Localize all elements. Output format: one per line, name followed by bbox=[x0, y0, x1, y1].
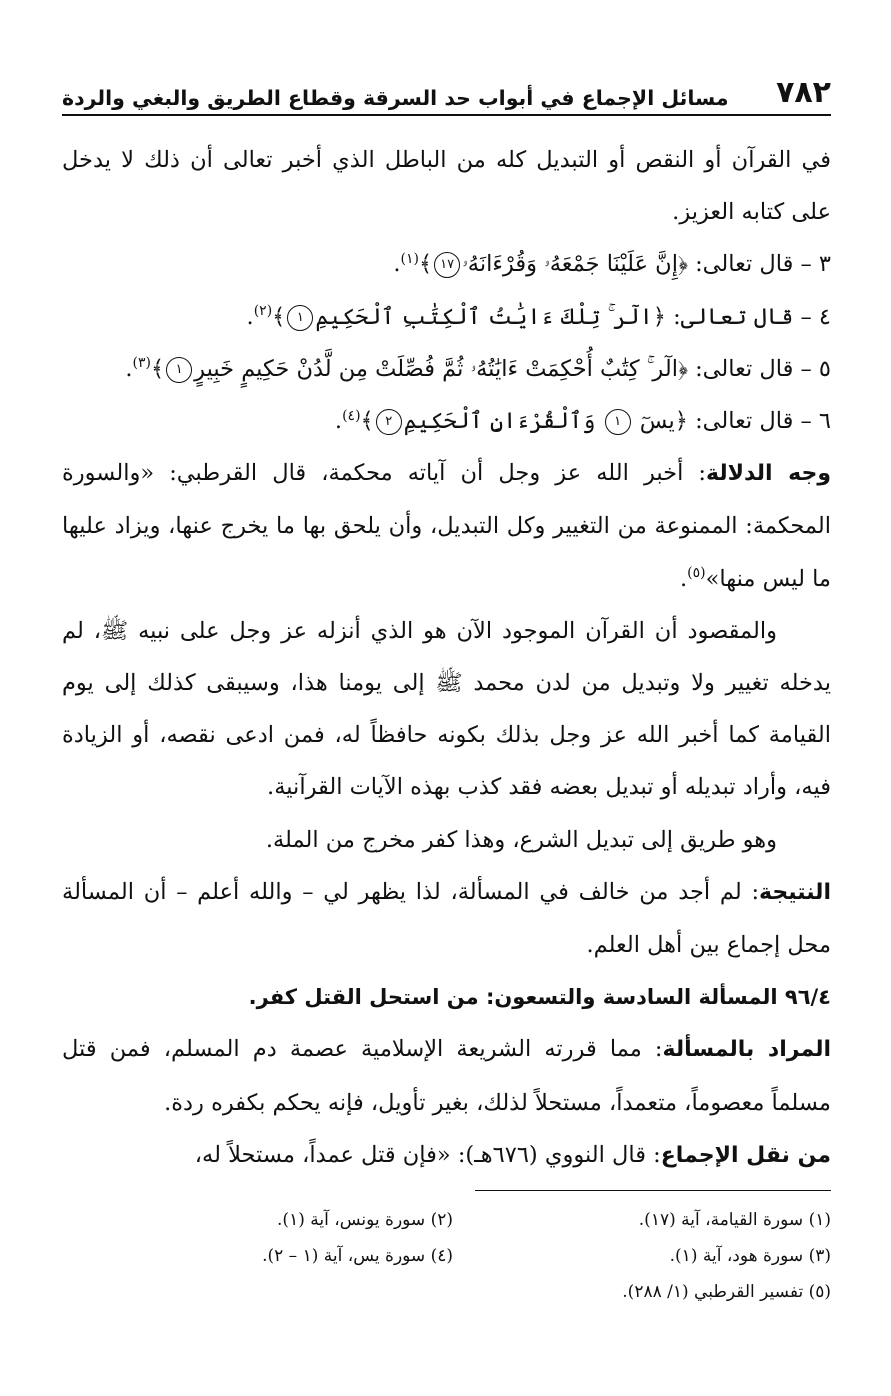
verse-4-close: ﴾ bbox=[272, 303, 286, 330]
verse-6-text-2: وَٱلْقُرْءَانِ ٱلْحَكِيمِ bbox=[403, 408, 596, 435]
footnote-1: (١) سورة القيامة، آية (١٧). bbox=[638, 1210, 831, 1230]
meaning-text: : مما قررته الشريعة الإسلامية عصمة دم المسلم، فمن قتل مسلماً معصوماً، متعمداً، مستحلاً لذلك، بغير تأويل، فإنه يحكم بكفره ردة. bbox=[62, 1036, 831, 1116]
verse-4-prefix: ٤ – قال تعالى: bbox=[665, 303, 831, 330]
verse-5-text: ﴿الٓر ۚ كِتَٰبٌ أُحْكِمَتْ ءَايَٰتُهُۥ ثُمَّ فُصِّلَتْ مِن لَّدُنْ حَكِيمٍ خَبِيرٍ bbox=[194, 355, 688, 382]
ayah-number-marker: ١ bbox=[166, 357, 192, 383]
verse-3-end: . bbox=[393, 251, 401, 278]
page-header bbox=[62, 58, 831, 116]
verse-5-end: . bbox=[125, 355, 133, 382]
paragraph-result bbox=[62, 866, 831, 971]
paragraph-evidence: وجه الدلالة: أخبر الله عز وجل أن آياته محكمة، قال القرطبي: «والسورة المحكمة: الممنوعة من التغيير وكل التبديل، وأن يلحق بها ما يخرج عنها، ويزاد عليها ما ليس منها»(٥). bbox=[62, 460, 831, 592]
footnote-3: (٣) سورة هود، آية (١). bbox=[669, 1246, 831, 1266]
footnote-divider bbox=[475, 1190, 831, 1191]
ayah-number-marker: ١ bbox=[605, 409, 631, 435]
verse-3-prefix: ٣ – قال تعالى: bbox=[687, 251, 831, 278]
running-title: مسائل الإجماع في أبواب حد السرقة وقطاع الطريق والبغي والردة bbox=[62, 86, 729, 110]
footnote-2: (٢) سورة يونس، آية (١). bbox=[277, 1210, 453, 1230]
paragraph-consensus-source bbox=[62, 1129, 831, 1182]
result-text: : لم أجد من خالف في المسألة، لذا يظهر لي – والله أعلم – أن المسألة محل إجماع بين أهل العلم. bbox=[62, 878, 831, 959]
footnote-row bbox=[62, 1202, 831, 1238]
section-heading: ٩٦/٤ المسألة السادسة والتسعون: من استحل القتل كفر. bbox=[248, 985, 831, 1010]
verse-4-end: . bbox=[246, 303, 254, 330]
consensus-text: : قال النووي (٦٧٦هـ): «فإن قتل عمداً، مستحلاً له، bbox=[194, 1141, 661, 1168]
evidence-text: : أخبر الله عز وجل أن آياته محكمة، قال القرطبي: «والسورة المحكمة: الممنوعة من التغيير وكل التبديل، وأن يلحق بها ما يخرج عنها، ويزاد عليها ما ليس منها» bbox=[62, 460, 831, 592]
verse-6-text-1: ﴿يسٓ bbox=[639, 408, 688, 435]
verse-3: ٣ – قال تعالى: ﴿إِنَّ عَلَيْنَا جَمْعَهُۥ وَقُرْءَانَهُۥ١٧﴾(١). bbox=[393, 250, 831, 278]
paragraph-intent: والمقصود أن القرآن الموجود الآن هو الذي أنزله عز وجل على نبيه ﷺ، لم يدخله تغيير ولا وتبديل من لدن محمد ﷺ إلى يومنا هذا، وسيبقى كذلك إلى يوم القيامة كما أخبر الله عز وجل بذلك بكونه حافظاً له، فمن ادعى نقصه، أو الزيادة فيه، وأراد تبديله أو تبديل بعضه فقد كذب بهذه الآيات القرآنية. bbox=[62, 617, 831, 801]
verse-5: ٥ – قال تعالى: ﴿الٓر ۚ كِتَٰبٌ أُحْكِمَتْ ءَايَٰتُهُۥ ثُمَّ فُصِّلَتْ مِن لَّدُنْ حَكِيمٍ خَبِيرٍ١﴾(٣). bbox=[125, 355, 831, 382]
footnote-row bbox=[62, 1238, 831, 1274]
paragraph-meaning bbox=[62, 1023, 831, 1128]
verse-6: ٦ – قال تعالى: ﴿يسٓ ١ وَٱلْقُرْءَانِ ٱلْحَكِيمِ٢﴾(٤). bbox=[334, 407, 831, 435]
verse-3-text: ﴿إِنَّ عَلَيْنَا جَمْعَهُۥ وَقُرْءَانَهُۥ bbox=[462, 251, 688, 278]
verse-4: ٤ – قال تعالى: ﴿الٓر ۚ تِلْكَ ءَايَٰتُ ٱلْكِتَٰبِ ٱلْحَكِيمِ١﴾(٢). bbox=[246, 303, 831, 330]
meaning-label: المراد بالمسألة bbox=[662, 1037, 831, 1063]
verse-6-close: ﴾ bbox=[360, 408, 374, 435]
consensus-label: من نقل الإجماع bbox=[660, 1142, 831, 1168]
verse-6-prefix: ٦ – قال تعالى: bbox=[687, 408, 831, 435]
paragraph-path: وهو طريق إلى تبديل الشرع، وهذا كفر مخرج من الملة. bbox=[265, 826, 777, 853]
verse-3-close: ﴾ bbox=[418, 251, 433, 278]
footnotes bbox=[62, 1202, 831, 1310]
footnote-4: (٤) سورة يس، آية (١ – ٢). bbox=[262, 1246, 453, 1266]
page-number: ٧٨٢ bbox=[776, 75, 831, 110]
paragraph-intro: في القرآن أو النقص أو التبديل كله من الباطل الذي أخبر تعالى أن ذلك لا يدخل على كتابه العزيز. bbox=[62, 147, 831, 226]
evidence-label: وجه الدلالة bbox=[706, 461, 831, 487]
ayah-number-marker: ١ bbox=[287, 305, 313, 331]
verse-5-prefix: ٥ – قال تعالى: bbox=[687, 355, 831, 382]
evidence-end: . bbox=[679, 565, 688, 592]
ayah-number-marker: ١٧ bbox=[434, 252, 460, 278]
verse-5-close: ﴾ bbox=[150, 355, 165, 382]
footnote-row bbox=[62, 1274, 831, 1310]
verse-6-end: . bbox=[334, 408, 343, 435]
result-label: النتيجة bbox=[759, 879, 831, 905]
verse-4-text: ﴿الٓر ۚ تِلْكَ ءَايَٰتُ ٱلْكِتَٰبِ ٱلْحَكِيمِ bbox=[315, 303, 666, 330]
footnote-5: (٥) تفسير القرطبي (١/ ٢٨٨). bbox=[622, 1282, 831, 1302]
ayah-number-marker: ٢ bbox=[376, 409, 402, 435]
page-body bbox=[62, 134, 831, 1182]
